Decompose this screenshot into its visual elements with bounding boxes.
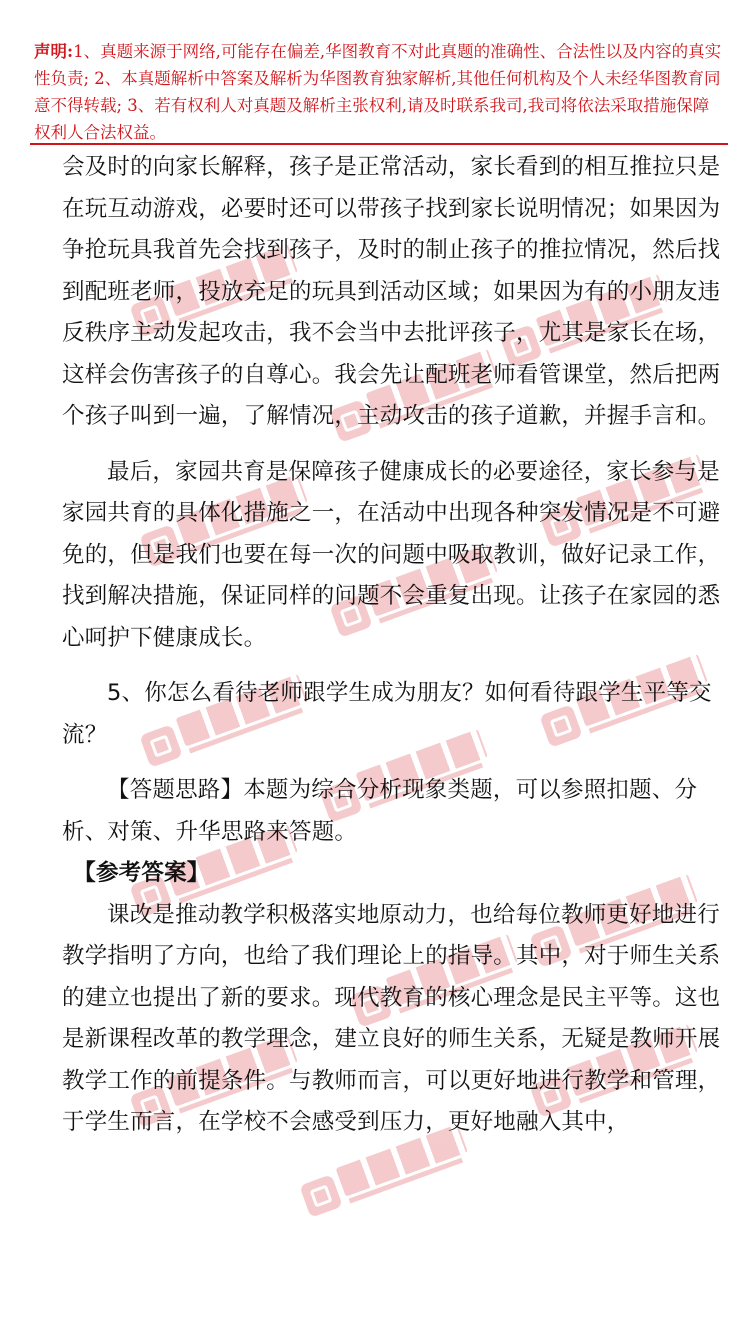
disclaimer [34, 38, 724, 146]
document-body [62, 147, 722, 1144]
reference-answer-heading: 【参考答案】 [73, 860, 210, 886]
disclaimer-text: 1、真题来源于网络,可能存在偏差,华图教育不对此真题的准确性、合法性以及内容的真实性负责; 2、本真题解析中答案及解析为华图教育独家解析,其他任何机构及个人未经华图教育同意不得转载; 3、若有权利人对真题及解析主张权利,请及时联系我司,我司将依法采取措施保障权利人合法权益。 [34, 42, 722, 142]
header-divider [30, 143, 728, 145]
paragraph-continued: 会及时的向家长解释，孩子是正常活动，家长看到的相互推拉只是在玩互动游戏，必要时还可以带孩子找到家长说明情况；如果因为争抢玩具我首先会找到孩子，及时的制止孩子的推拉情况，然后找到配班老师，投放充足的玩具到活动区域；如果因为有的小朋友违反秩序主动发起攻击，我不会当中去批评孩子，尤其是家长在场，这样会伤害孩子的自尊心。我会先让配班老师看管课堂，然后把两个孩子叫到一遍，了解情况，主动攻击的孩子道歉，并握手言和。 [62, 154, 721, 429]
paragraph-conclusion: 最后，家园共育是保障孩子健康成长的必要途径，家长参与是家园共育的具体化措施之一，在活动中出现各种突发情况是不可避免的，但是我们也要在每一次的问题中吸取教训，做好记录工作，找到解决措施，保证同样的问题不会重复出现。让孩子在家园的悉心呵护下健康成长。 [62, 458, 721, 651]
reference-answer-paragraph: 课改是推动教学积极落实地原动力，也给每位教师更好地进行教学指明了方向，也给了我们理论上的指导。其中，对于师生关系的建立也提出了新的要求。现代教育的核心理念是民主平等。这也是新课程改革的教学理念，建立良好的师生关系，无疑是教师开展教学工作的前提条件。与教师而言，可以更好地进行教学和管理，于学生而言，在学校不会感受到压力，更好地融入其中， [62, 901, 721, 1135]
answer-approach: 【答题思路】本题为综合分析现象类题，可以参照扣题、分析、对策、升华思路来答题。 [62, 777, 698, 845]
disclaimer-lead: 声明: [34, 42, 74, 61]
question-5: 5、你怎么看待老师跟学生成为朋友？如何看待跟学生平等交流？ [62, 680, 712, 748]
